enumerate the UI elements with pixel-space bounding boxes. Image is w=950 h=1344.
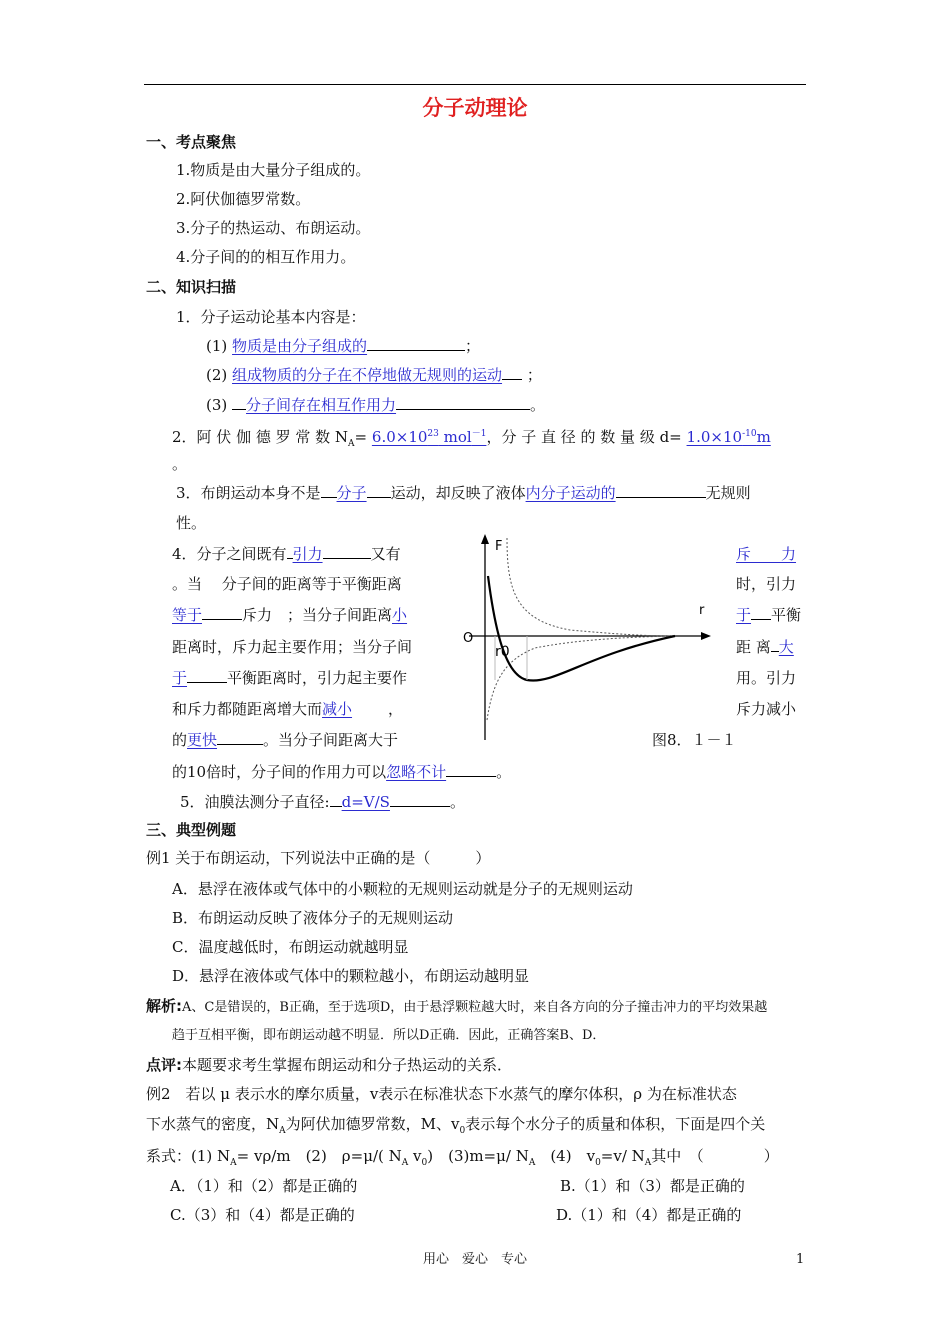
net-force-curve: [488, 576, 675, 681]
answer-negligible: 忽略不计: [386, 763, 447, 781]
example-2-line3: 系式：(1) $N_A= v\rho/m$ (2) ρ=μ/( $N_A$ $v_0$) (3)m=μ/ $N_A$ (4) $v_0=v/$ $N_A$其中 （ ）: [146, 1147, 779, 1168]
focus-item-3: 3.分子的热运动、布朗运动。: [176, 219, 371, 237]
answer-faster: 更快: [187, 731, 218, 749]
section-heading-3: 三、典型例题: [146, 821, 237, 839]
knowledge-p1a: (1) 物质是由分子组成的 ；: [206, 337, 481, 355]
header-rule: [144, 84, 806, 85]
knowledge-p3-end: 性。: [176, 514, 207, 532]
knowledge-p4-right2: 时，引力: [736, 575, 797, 593]
example-2-option-d: D.（1）和（4）都是正确的: [556, 1206, 742, 1224]
blank-line: [187, 668, 227, 683]
knowledge-p1c: (3) 分子间存在相互作用力 。: [206, 396, 546, 414]
answer-decrease: 减小: [322, 700, 353, 718]
example-1-option-c: C．温度越低时，布朗运动就越明显: [172, 938, 409, 956]
answer-greater: 大: [778, 638, 794, 656]
focus-item-2: 2.阿伏伽德罗常数。: [176, 190, 311, 208]
page-footer: 用心 爱心 专心: [422, 1252, 527, 1267]
label-r0: r0: [495, 644, 510, 660]
blank-line: [367, 336, 465, 351]
label-O: O: [463, 631, 474, 646]
example-1-option-a: A．悬浮在液体或气体中的小颗粒的无规则运动就是分子的无规则运动: [172, 880, 633, 898]
label-F: F: [495, 539, 503, 554]
knowledge-p2-end: 。: [172, 455, 188, 473]
answer-p3-2: 内分子运动的: [525, 484, 616, 502]
answer-less: 小: [392, 606, 408, 624]
section-heading-2: 二、知识扫描: [146, 278, 237, 296]
knowledge-p4-line5: 于 平衡距离时，引力起主要作: [172, 669, 408, 687]
blank-line: [390, 792, 450, 807]
blank-line: [502, 365, 522, 380]
example-1: 例1 关于布朗运动，下列说法中正确的是（ ）: [146, 849, 491, 867]
knowledge-p4-line8: 的10倍时，分子间的作用力可以忽略不计 。: [172, 763, 512, 781]
section-heading-1: 一、考点聚焦: [146, 133, 237, 151]
knowledge-p4-right4: 距 离 大: [736, 638, 794, 656]
blank-line: [446, 762, 496, 777]
analysis-line2: 趋于互相平衡，即布朗运动越不明显．所以D正确．因此，正确答案B、D．: [172, 1028, 606, 1043]
y-axis-arrow-icon: [481, 534, 489, 544]
knowledge-p5: 5．油膜法测分子直径: d=V/S 。: [180, 793, 465, 811]
repulsion-curve: [507, 538, 675, 636]
blank-line: [330, 792, 342, 807]
knowledge-p1: 1．分子运动论基本内容是：: [176, 308, 366, 326]
answer-less-2: 于: [736, 606, 752, 624]
blank-line: [616, 483, 706, 498]
answer-p1b: 组成物质的分子在不停地做无规则的运动: [232, 366, 503, 384]
knowledge-p4-right3: 于 平衡: [736, 606, 802, 624]
knowledge-p4-line2: 。当 分子间的距离等于平衡距离: [172, 575, 402, 593]
knowledge-p4-line6: 和斥力都随距离增大而减小 ，: [172, 700, 404, 718]
knowledge-p4-line1: 4．分子之间既有 引力 又有: [172, 545, 401, 563]
x-axis-arrow-icon: [701, 632, 711, 640]
blank-line: [396, 395, 530, 410]
force-distance-figure: [455, 530, 725, 745]
blank-line: [771, 637, 779, 652]
answer-p1c: 分子间存在相互作用力: [246, 396, 397, 414]
knowledge-p4-right5: 用。引力: [736, 669, 797, 687]
label-r: r: [699, 603, 705, 618]
blank-line: [202, 605, 242, 620]
page-title: 分子动理论: [422, 96, 528, 120]
answer-repulsion: 斥 力: [736, 545, 797, 563]
example-2-line1: 例2 若以 μ 表示水的摩尔质量，v表示在标准状态下水蒸气的摩尔体积，ρ 为在标准状态: [146, 1085, 737, 1103]
answer-greater-2: 于: [172, 669, 188, 687]
answer-oil-film: d=V/S: [341, 793, 390, 811]
focus-item-1: 1.物质是由大量分子组成的。: [176, 161, 371, 179]
example-1-option-b: B．布朗运动反映了液体分子的无规则运动: [172, 909, 454, 927]
focus-item-4: 4.分子间的的相互作用力。: [176, 248, 356, 266]
knowledge-p4-line3: 等于 斥力 ；当分子间距离小: [172, 606, 408, 624]
blank-line: [232, 395, 246, 410]
knowledge-p1b: (2) 组成物质的分子在不停地做无规则的运动 ；: [206, 366, 542, 384]
blank-line: [751, 605, 771, 620]
example-2-option-c: C.（3）和（4）都是正确的: [170, 1206, 355, 1224]
knowledge-p4-line7: 的更快 。当分子间距离大于: [172, 731, 399, 749]
blank-line: [321, 483, 337, 498]
blank-line: [367, 483, 391, 498]
attraction-curve: [487, 636, 675, 720]
blank-line: [217, 730, 263, 745]
answer-p3-1: 分子: [336, 484, 367, 502]
example-2-option-a: A．（1）和（2）都是正确的: [170, 1177, 358, 1195]
example-2-option-b: B.（1）和（3）都是正确的: [560, 1177, 745, 1195]
knowledge-p4-line4: 距离时，斥力起主要作用；当分子间: [172, 638, 413, 656]
example-2-line2: 下水蒸气的密度，$N_A$为阿伏加德罗常数，M、$v_0$表示每个水分子的质量和体积，下面是四个关: [146, 1115, 766, 1136]
answer-avogadro: $6.0\times 10^{23}$ mol$^{-1}$: [371, 428, 487, 446]
answer-equal: 等于: [172, 606, 203, 624]
knowledge-p4-right6: 斥力减小: [736, 700, 797, 718]
answer-p1a: 物质是由分子组成的: [232, 337, 368, 355]
figure-caption: 图8．１－１: [652, 731, 737, 749]
example-1-option-d: D．悬浮在液体或气体中的颗粒越小，布朗运动越明显: [172, 967, 530, 985]
knowledge-p2: 2．阿 伏 伽 德 罗 常 数 $N_A= 6.0\times 10^{23}$ mol$^{-1}$，分 子 直 径 的 数 量 级 $d= 1.0\times 10^{-10}m$: [172, 428, 771, 449]
answer-diameter: $1.0\times 10^{-10}m$: [686, 428, 771, 446]
page-number: 1: [796, 1252, 805, 1267]
knowledge-p3: 3．布朗运动本身不是 分子 运动，却反映了液体内分子运动的 无规则: [176, 484, 751, 502]
comment: 点评:本题要求考生掌握布朗运动和分子热运动的关系．: [146, 1056, 513, 1074]
blank-line: [323, 544, 371, 559]
analysis: 解析:A、C是错误的，B正确，至于选项D，由于悬浮颗粒越大时，来自各方向的分子撞击冲力的平均效果越: [146, 997, 768, 1015]
answer-attraction: 引力: [292, 545, 323, 563]
